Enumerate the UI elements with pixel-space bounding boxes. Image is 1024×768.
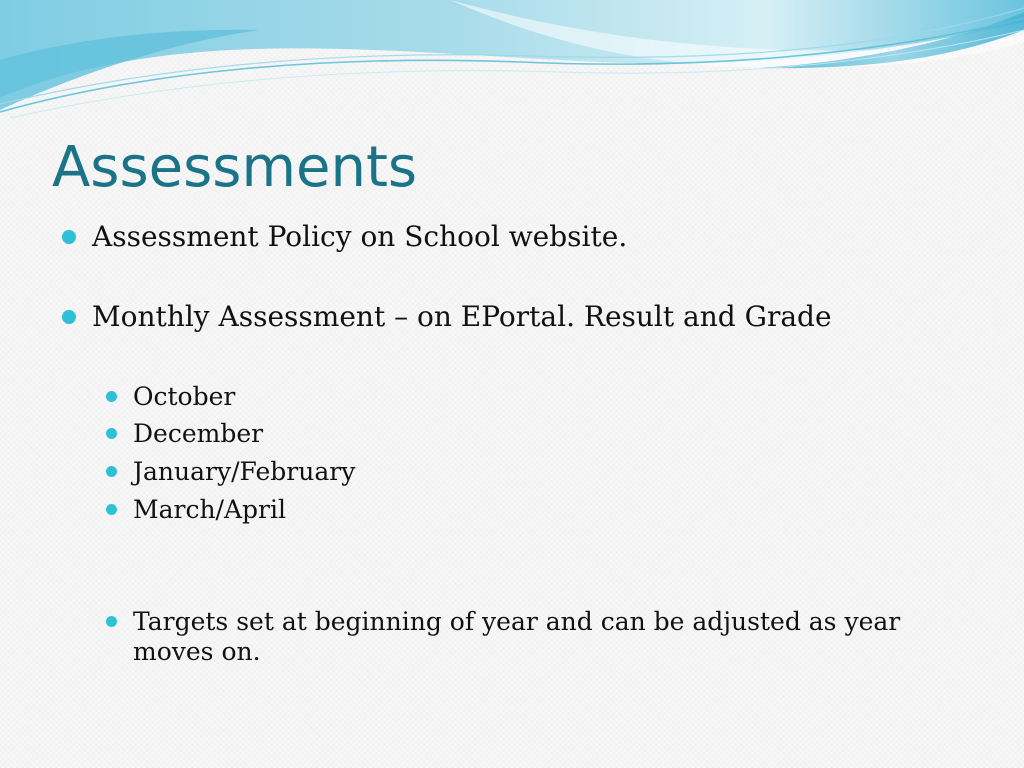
sub-bullet-month bbox=[106, 457, 355, 487]
bullet-text: Assessment Policy on School website. bbox=[92, 220, 628, 253]
sub-bullet-text: December bbox=[133, 419, 264, 448]
bullet-dot-icon bbox=[106, 504, 117, 515]
bullet-dot-icon bbox=[106, 391, 117, 402]
bullet-dot-icon bbox=[62, 310, 76, 324]
sub-bullet-targets bbox=[106, 607, 933, 667]
bullet-dot-icon bbox=[106, 428, 117, 439]
bullet-monthly-assessment bbox=[62, 300, 832, 334]
bullet-dot-icon bbox=[106, 466, 117, 477]
bullet-assessment-policy bbox=[62, 220, 627, 254]
bullet-dot-icon bbox=[62, 230, 76, 244]
sub-bullet-month bbox=[106, 495, 286, 525]
sub-bullet-month bbox=[106, 419, 263, 449]
bullet-dot-icon bbox=[106, 616, 117, 627]
sub-bullet-text: Targets set at beginning of year and can be adjusted as year moves on. bbox=[133, 607, 901, 666]
sub-bullet-text: March/April bbox=[133, 495, 286, 524]
sub-bullet-text: October bbox=[133, 382, 236, 411]
slide-title: Assessments bbox=[52, 135, 418, 200]
sub-bullet-month bbox=[106, 382, 235, 412]
bullet-text: Monthly Assessment – on EPortal. Result and Grade bbox=[92, 300, 832, 333]
header-wave-decoration bbox=[0, 0, 1024, 130]
sub-bullet-text: January/February bbox=[133, 457, 356, 486]
